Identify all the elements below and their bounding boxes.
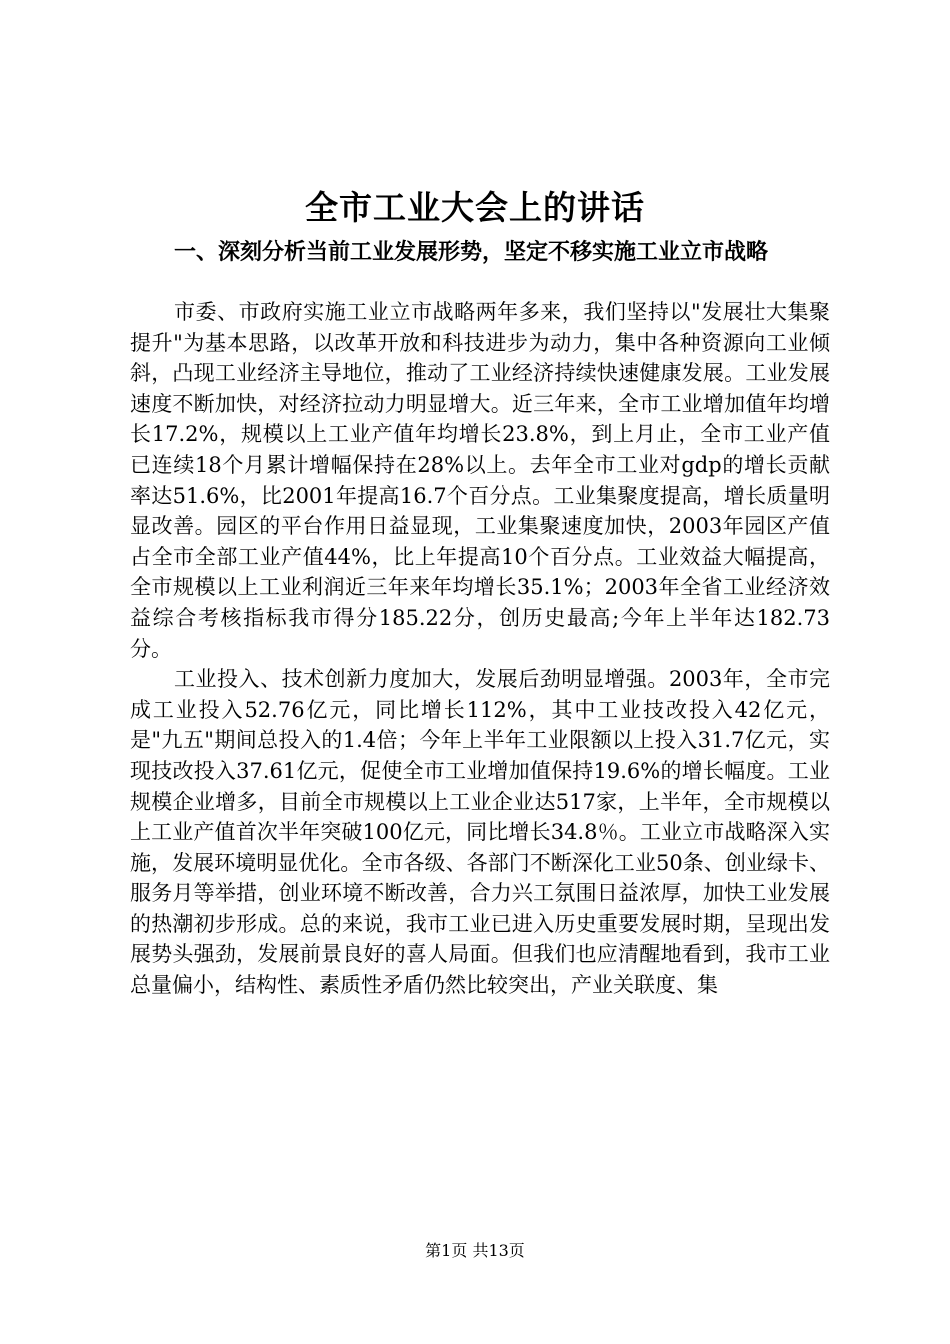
body-paragraph: 市委、市政府实施工业立市战略两年多来，我们坚持以"发展壮大集聚提升"为基本思路，以改革开放和科技进步为动力，集中各种资源向工业倾斜，凸现工业经济主导地位，推动了工业经济持续快速健康发展。工业发展速度不断加快，对经济拉动力明显增大。近三年来，全市工业增加值年均增长17.2%，规模以上工业产值年均增长23.8%，到上月止，全市工业产值已连续18个月累计增幅保持在28%以上。去年全市工业对gdp的增长贡献率达51.6%，比2001年提高16.7个百分点。工业集聚度提高，增长质量明显改善。园区的平台作用日益显现，工业集聚速度加快，2003年园区产值占全市全部工业产值44%，比上年提高10个百分点。工业效益大幅提高，全市规模以上工业利润近三年来年均增长35.1%；2003年全省工业经济效益综合考核指标我市得分185.22分，创历史最高;今年上半年达182.73分。 xyxy=(130,300,830,661)
body-paragraph: 工业投入、技术创新力度加大，发展后劲明显增强。2003年，全市完成工业投入52.76亿元，同比增长112%，其中工业技改投入42亿元，是"九五"期间总投入的1.4倍；今年上半年工业限额以上投入31.7亿元，实现技改投入37.61亿元，促使全市工业增加值保持19.6%的增长幅度。工业规模企业增多，目前全市规模以上工业企业达517家，上半年，全市规模以上工业产值首次半年突破100亿元，同比增长34.8％。工业立市战略深入实施，发展环境明显优化。全市各级、各部门不断深化工业50条、创业绿卡、服务月等举措，创业环境不断改善，合力兴工氛围日益浓厚，加快工业发展的热潮初步形成。总的来说，我市工业已进入历史重要发展时期，呈现出发展势头强劲，发展前景良好的喜人局面。但我们也应清醒地看到，我市工业总量偏小，结构性、素质性矛盾仍然比较突出，产业关联度、集 xyxy=(130,667,830,998)
page-footer: 第1页 共13页 xyxy=(425,1241,525,1260)
section-heading: 一、深刻分析当前工业发展形势，坚定不移实施工业立市战略 xyxy=(174,240,769,265)
document-title: 全市工业大会上的讲话 xyxy=(305,188,645,227)
document-body xyxy=(130,297,830,1001)
